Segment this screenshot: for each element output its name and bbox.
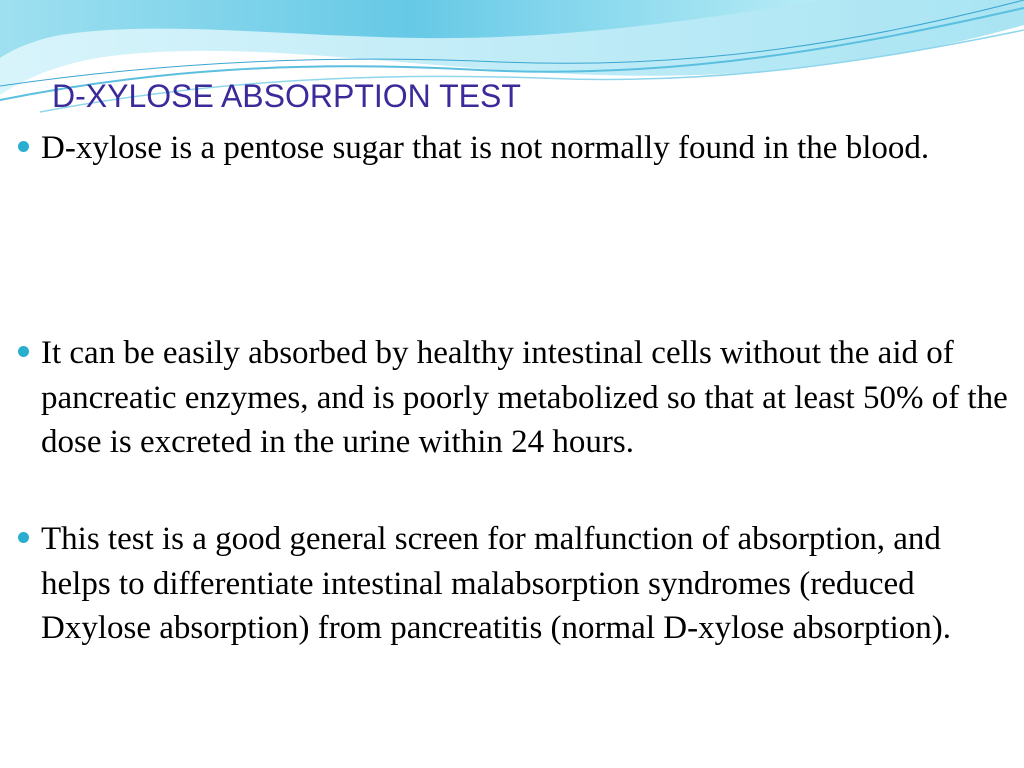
bullet-item (18, 336, 1018, 465)
bullet-item (18, 131, 1018, 171)
slide-title: D-XYLOSE ABSORPTION TEST (52, 78, 521, 114)
bullet-text: This test is a good general screen for malfunction of absorption, and helps to differentiate intestinal malabsorption syndromes (reduced Dxylose absorption) from pancreatitis (normal D-xylose absorption). (41, 521, 952, 646)
bullet-text: It can be easily absorbed by healthy intestinal cells without the aid of pancreatic enzymes, and is poorly metabolized so that at least 50% of the dose is excreted in the urine within 24 hours. (41, 335, 1008, 460)
bullet-item (18, 522, 1018, 651)
bullet-dot-icon (18, 532, 29, 543)
bullet-dot-icon (18, 346, 29, 357)
bullet-dot-icon (18, 141, 29, 152)
bullet-text: D-xylose is a pentose sugar that is not normally found in the blood. (41, 130, 930, 166)
